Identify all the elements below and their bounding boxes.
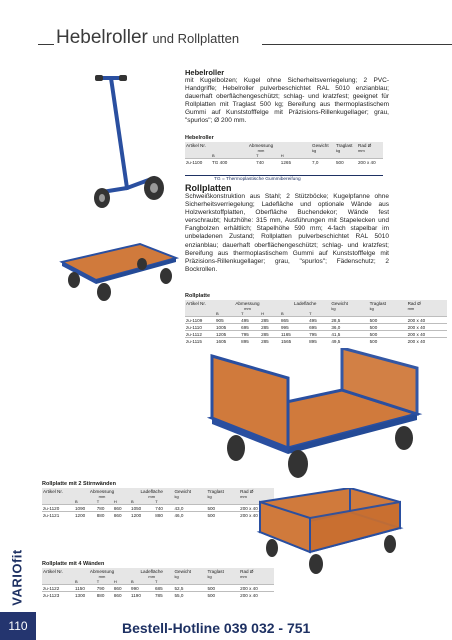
table-row: zu-1112 1205 795 285 1165 795 41,5 500 200 x 40 (185, 331, 447, 338)
hebelroller-heading: Hebelroller (185, 68, 225, 77)
wheel-icon (309, 554, 323, 574)
col-header: Gewicht (173, 488, 206, 494)
grip-right (119, 75, 127, 81)
col-header: Rad Ø (407, 300, 447, 306)
table-row: zu-1122 1150 790 860 990 685 52,5 500 200 x 40 (42, 585, 274, 592)
rollplatte-illustration (52, 222, 180, 304)
rollplatten-description: Schweißkonstruktion aus Stahl; 2 Stützböcke; Kugelpfanne ohne Sicherheitsverriegelung; Ladefläche und optionale Wände aus Holzwerkstoffplatten, Oberfläche Buchendekor; Wände fest verschraubt; Nutzhöhe: 315 mm, Ausführungen mit Stapelecken und Fangbolzen erhältlich; Stapelhöhe 590 mm; 4-fach stapelbar im unbeladenen Zustand; Rollplatten pulverbeschichtet RAL 5010 enzianblau; dauerhaft oberflächengeschützt; schlag- und kratzfest; Bereifung aus thermoplastischem Gummi auf Kunststofffelge mit Präzisions-Rillenkugellager; grau, "spurlos"; Fädenschutz; 2 Bockrollen. (185, 193, 389, 273)
wheel-icon (97, 283, 111, 301)
wheel-icon (137, 258, 147, 270)
wheel-icon (266, 539, 278, 557)
col-header: Artikel Nr. (185, 142, 211, 148)
rollplatte-table: Artikel Nr. Abmessung Ladefläche Gewicht Traglast Rad Ø mm kg kg mm B T H B T zu-1109 905 495 285 865 495 28,5 500 200 x 40 zu-1110 1005 695 285 995 695 36,0 500 200 x 40 zu-1112 1205 795 285 1165 795 41,5 500 200 x 40 zu-1115 1605 895 285 1565 895 49,5 500 200 x 40 (185, 300, 447, 345)
wheel-icon (160, 268, 172, 284)
col-header: Traglast (335, 142, 357, 148)
order-hotline: Bestell-Hotline 039 032 - 751 (122, 620, 311, 636)
table-row: zu-1123 1300 880 860 1190 785 55,0 500 200 x 40 (42, 592, 274, 599)
table-row: zu-1109 905 495 285 865 495 28,5 500 200 x 40 (185, 317, 447, 324)
table-row: zu-1121 1200 880 860 1200 880 46,0 500 200 x 40 (42, 512, 274, 519)
col-header: Ladefläche (130, 568, 173, 574)
col-header: Traglast (206, 488, 239, 494)
col-header: Artikel Nr. (42, 568, 74, 574)
page-title (56, 27, 239, 49)
vierwaende-table: Artikel Nr. Abmessung Ladefläche Gewicht Traglast Rad Ø mm mm kg kg mm B T H B T zu-1122 1150 790 860 990 685 52,5 500 200 x 40 zu-1123 1300 880 860 1190 785 55,0 500 200 x 40 (42, 568, 274, 599)
table-row: zu-1120 1090 780 860 1050 740 43,0 500 200 x 40 (42, 505, 274, 512)
header-rule-right (262, 44, 452, 45)
title-main: Hebelroller (56, 27, 148, 48)
col-header: Abmessung (74, 488, 130, 494)
hebelroller-table-title: Hebelroller (185, 135, 214, 141)
col-header: Ladefläche (130, 488, 173, 494)
hebelroller-note: TG = Thermoplastische Gummibereifung (214, 177, 301, 182)
col-header: Gewicht (330, 300, 368, 306)
col-header: Artikel Nr. (42, 488, 74, 494)
col-header: Traglast (369, 300, 407, 306)
stirnwaende-illustration (192, 348, 432, 480)
brand-logo: VARIOfit (9, 548, 25, 606)
col-header: Rad Ø (239, 488, 274, 494)
header-rule-left (38, 44, 54, 45)
col-header: Ladefläche (280, 300, 330, 306)
hebelroller-table: Artikel Nr. Abmessung Gewicht Traglast Rad Ø mm kg kg mm B T H zu-1100 TG 400 740 1265 7,0 500 200 x 40 (185, 142, 383, 166)
col-header: Gewicht (173, 568, 206, 574)
grip-left (95, 75, 103, 81)
vierwaende-table-title: Rollplatte mit 4 Wänden (42, 561, 105, 567)
hebelroller-description: mit Kugelbolzen; Kugel ohne Sicherheitsverriegelung; 2 PVC-Handgriffe; Hebelroller pulverbeschichtet RAL 5010 enzianblau; dauerhaft oberflächengeschützt; schlag- und kratzfest; geeignet für Rollplatten mit Traglast 500 kg; Bereifung aus thermoplastischem Gummi auf Kunststofffelge mit Präzisions-Rillenkugellager; grau, "spurlos"; Ø 200 mm. (185, 77, 389, 125)
col-header: Rad Ø (357, 142, 383, 148)
col-header: Abmessung (215, 300, 280, 306)
sidebar (0, 0, 36, 640)
table-row: zu-1110 1005 695 285 995 695 36,0 500 200 x 40 (185, 324, 447, 331)
col-header: Rad Ø (239, 568, 274, 574)
wheel-icon (68, 272, 80, 288)
hebelroller-illustration (82, 66, 178, 216)
table-row: zu-1100 TG 400 740 1265 7,0 500 200 x 40 (185, 159, 383, 166)
note-rule (185, 175, 383, 176)
stirnwaende-table: Artikel Nr. Abmessung Ladefläche Gewicht Traglast Rad Ø mm mm kg kg mm B T H B T zu-1120 1090 780 860 1050 740 43,0 500 200 x 40 zu-1121 1200 880 860 1200 880 46,0 500 200 x 40 (42, 488, 274, 519)
wheel-icon (227, 435, 245, 461)
wheel-icon (395, 426, 413, 450)
col-header: Artikel Nr. (185, 300, 215, 306)
wheel-icon (384, 535, 396, 553)
title-sub: und Rollplatten (152, 31, 240, 46)
col-header: Gewicht (311, 142, 335, 148)
rollplatte-table-title: Rollplatte (185, 293, 211, 299)
rollplatten-heading: Rollplatten (185, 183, 232, 193)
col-header: Traglast (206, 568, 239, 574)
page-number: 110 (0, 612, 36, 640)
stirnwaende-table-title: Rollplatte mit 2 Stirnwänden (42, 481, 116, 487)
table-row: zu-1115 1605 895 285 1565 895 49,5 500 200 x 40 (185, 338, 447, 345)
col-header: Abmessung (211, 142, 311, 148)
col-header: Abmessung (74, 568, 130, 574)
vierwaende-illustration (250, 488, 410, 578)
wheel-icon (288, 450, 308, 478)
